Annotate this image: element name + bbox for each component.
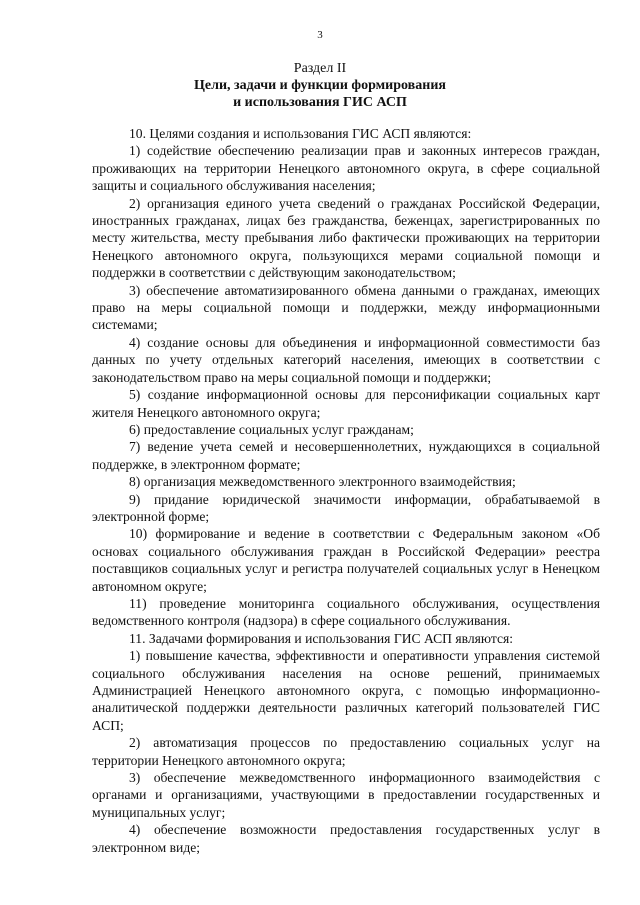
page-number: 3 bbox=[317, 29, 323, 41]
paragraph: 6) предоставление социальных услуг гражданам; bbox=[129, 421, 414, 437]
paragraph: 11. Задачами формирования и использования ГИС АСП являются: bbox=[129, 630, 514, 646]
paragraph: 4) создание основы для объединения и информационной совместимости баз данных по учету отдельных категорий населения, имеющих в соответствии с законодательством право на меры социальной помощи и поддержки; bbox=[92, 334, 600, 385]
paragraph: 3) обеспечение межведомственного информационного взаимодействия с органами и организациями, участвующими в предоставлении государственных и муниципальных услуг; bbox=[92, 770, 600, 820]
section-title-line-2: и использования ГИС АСП bbox=[233, 95, 407, 110]
paragraph: 9) придание юридической значимости информации, обрабатываемой в электронной форме; bbox=[92, 491, 600, 524]
paragraph: 2) автоматизация процессов по предоставлению социальных услуг на территории Ненецкого автономного округа; bbox=[92, 735, 600, 768]
section-title-line-1: Цели, задачи и функции формирования bbox=[194, 78, 446, 93]
paragraph: 1) содействие обеспечению реализации прав и законных интересов граждан, проживающих на территории Ненецкого автономного округа, в сфере социальной защиты и социального обслуживания населения; bbox=[92, 143, 600, 194]
document-body bbox=[92, 125, 600, 856]
paragraph: 11) проведение мониторинга социального обслуживания, осуществления ведомственного контроля (надзора) в сфере социального обслуживания. bbox=[92, 595, 600, 629]
paragraph: 8) организация межведомственного электронного взаимодействия; bbox=[129, 474, 516, 490]
paragraph: 7) ведение учета семей и несовершеннолетних, нуждающихся в социальной поддержке, в электронном формате; bbox=[92, 439, 600, 472]
paragraph: 1) повышение качества, эффективности и оперативности управления системой социального обслуживания населения на основе решений, принимаемых Администрацией Ненецкого автономного округа, с помощью информационно-аналитической поддержки деятельности различных категорий пользователей ГИС АСП; bbox=[92, 648, 600, 733]
paragraph: 2) организация единого учета сведений о гражданах Российской Федерации, иностранных гражданах, лицах без гражданства, беженцах, зарегистрированных по месту жительства, месту пребывания либо фактически проживающих на территории Ненецкого автономного округа, пользующихся мерами социальной помощи и поддержки в соответствии с действующим законодательством; bbox=[92, 195, 600, 281]
paragraph: 5) создание информационной основы для персонификации социальных карт жителя Ненецкого автономного округа; bbox=[92, 387, 600, 420]
section-heading bbox=[0, 60, 640, 111]
paragraph: 4) обеспечение возможности предоставления государственных услуг в электронном виде; bbox=[92, 822, 600, 855]
section-label: Раздел II bbox=[293, 61, 347, 76]
paragraph: 3) обеспечение автоматизированного обмена данными о гражданах, имеющих право на меры социальной помощи и поддержки, между информационными системами; bbox=[92, 282, 600, 333]
paragraph: 10) формирование и ведение в соответствии с Федеральным законом «Об основах социального обслуживания граждан в Российской Федерации» реестра поставщиков социальных услуг и регистра получателей социальных услуг в Ненецком автономном округе; bbox=[92, 526, 600, 594]
paragraph: 10. Целями создания и использования ГИС АСП являются: bbox=[129, 126, 472, 141]
